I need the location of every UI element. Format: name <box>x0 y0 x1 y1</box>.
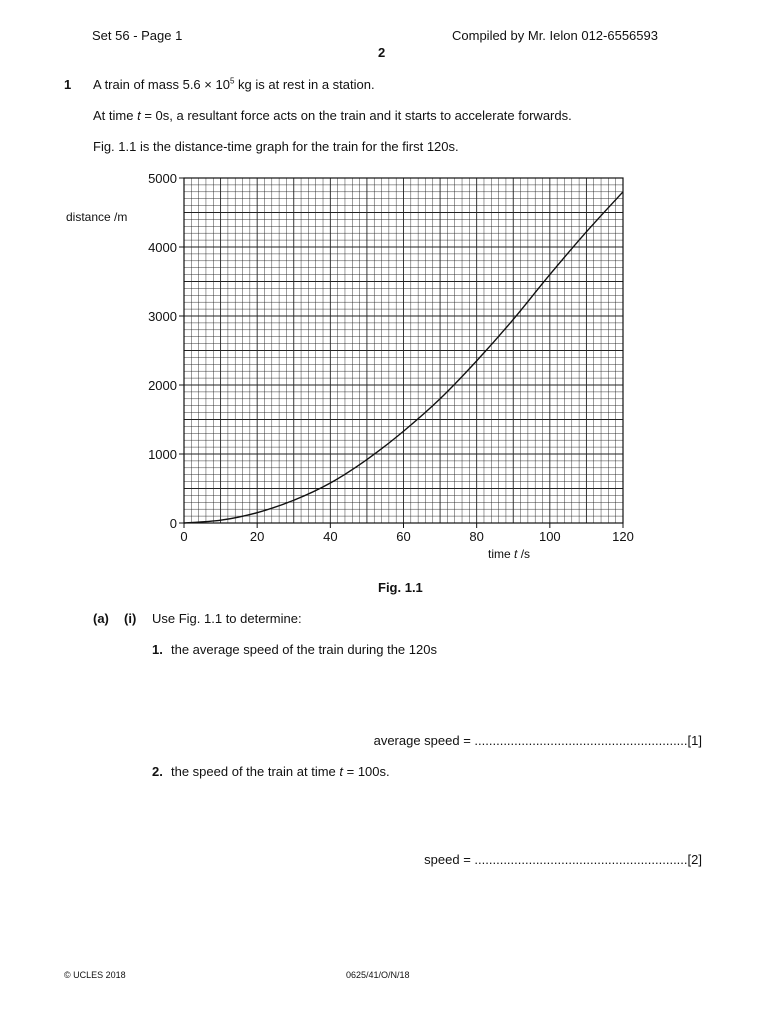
y-tick-label: 1000 <box>148 447 177 462</box>
item-2-number: 2. <box>152 764 163 779</box>
part-a-label: (a) <box>93 611 109 626</box>
footer-copyright: © UCLES 2018 <box>64 970 126 980</box>
x-tick-label: 60 <box>396 529 411 544</box>
x-tick-label: 20 <box>249 529 265 544</box>
y-tick-label: 3000 <box>148 309 177 324</box>
part-a-instruction: Use Fig. 1.1 to determine: <box>152 611 302 626</box>
item-1-number: 1. <box>152 642 163 657</box>
footer-code: 0625/41/O/N/18 <box>346 970 410 980</box>
question-line-2: At time t = 0s, a resultant force acts on the train and it starts to accelerate forwards. <box>93 108 572 123</box>
graph-grid <box>184 178 623 523</box>
x-tick-label: 40 <box>323 529 338 544</box>
answer-1-line <box>374 733 702 748</box>
figure-caption: Fig. 1.1 <box>378 580 423 595</box>
answer-2-line <box>424 852 702 867</box>
answer-2-marks: [2] <box>687 852 702 867</box>
answer-1-blank[interactable]: ........................................................... <box>474 733 688 748</box>
y-tick-label: 2000 <box>148 378 177 393</box>
item-2-text: the speed of the train at time t = 100s. <box>171 764 390 779</box>
item-1-text: the average speed of the train during the 120s <box>171 642 437 657</box>
y-axis-label: distance /m <box>66 210 128 224</box>
x-tick-label: 120 <box>612 529 634 544</box>
x-tick-label: 0 <box>180 529 188 544</box>
answer-2-blank[interactable]: ........................................................... <box>474 852 688 867</box>
mass-exponent: 5 <box>229 76 235 86</box>
question-line-3: Fig. 1.1 is the distance-time graph for the train for the first 120s. <box>93 139 459 154</box>
answer-1-marks: [1] <box>687 733 702 748</box>
answer-1-label: average speed = <box>373 733 475 748</box>
y-tick-label: 0 <box>169 516 177 531</box>
page-number: 2 <box>378 45 386 60</box>
x-tick-label: 100 <box>538 529 561 544</box>
answer-2-label: speed = <box>424 852 475 867</box>
question-number: 1 <box>64 77 72 92</box>
y-tick-label: 4000 <box>148 240 177 255</box>
header-right: Compiled by Mr. Ielon 012-6556593 <box>452 28 658 43</box>
part-i-label: (i) <box>124 611 137 626</box>
x-axis-label: time t /s <box>488 547 531 561</box>
distance-time-graph <box>60 168 660 568</box>
question-line-1: A train of mass $5.6 \times 10^5$ kg is at rest in a station. <box>93 76 375 92</box>
header-left: Set 56 - Page 1 <box>92 28 183 43</box>
x-tick-label: 80 <box>469 529 484 544</box>
y-tick-label: 5000 <box>148 171 177 186</box>
